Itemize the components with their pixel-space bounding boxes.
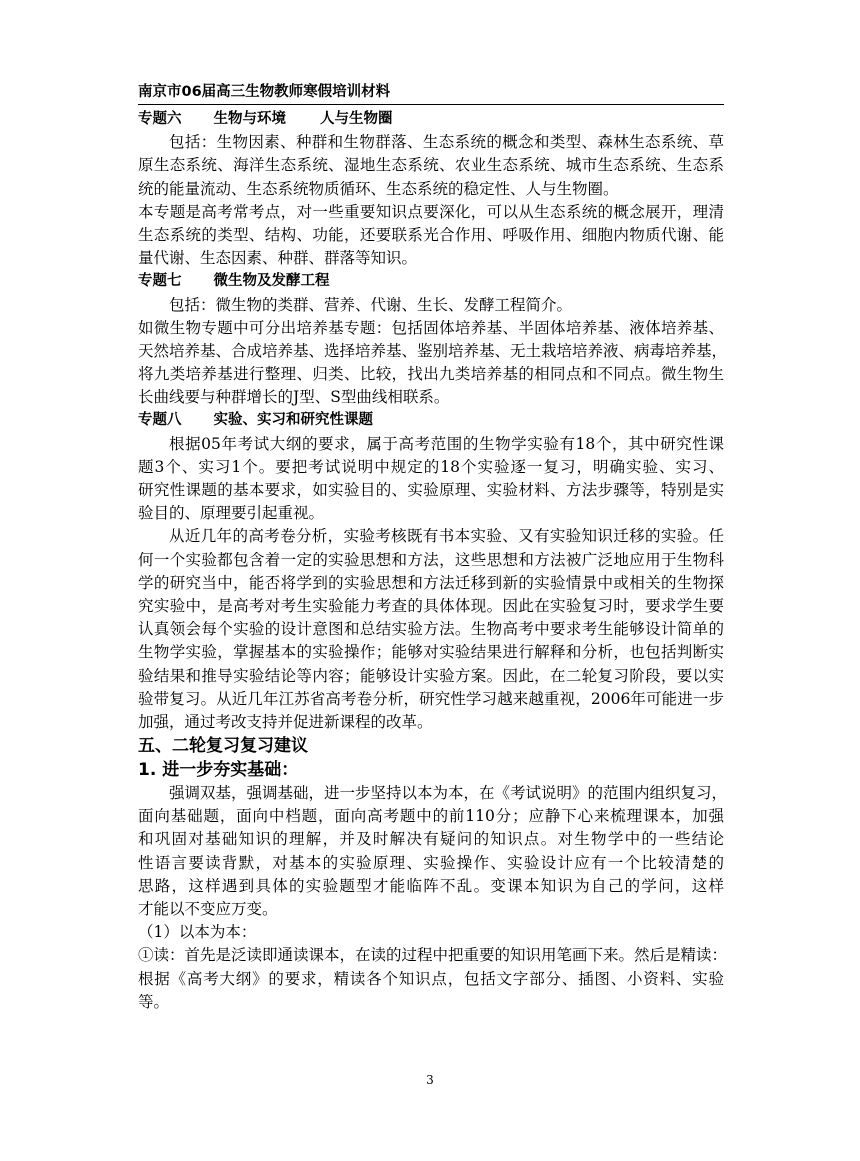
paragraph-line: 究实验中，是高考对考生实验能力考查的具体体现。因此在实验复习时，要求学生要 <box>138 596 724 615</box>
paragraph-line: 量代谢、生态因素、种群、群落等知识。 <box>138 249 418 268</box>
paragraph-line: 根据05年考试大纲的要求，属于高考范围的生物学实验有18个，其中研究性课 <box>169 434 724 453</box>
paragraph-line: 认真领会每个实验的设计意图和总结实验方法。生物高考中要求考生能够设计简单的 <box>138 620 724 639</box>
paragraph-line: 性语言要读背默，对基本的实验原理、实验操作、实验设计应有一个比较清楚的 <box>138 853 724 872</box>
section-6-heading <box>138 108 724 131</box>
section-8-heading <box>138 409 724 432</box>
paragraph-line: 生物学实验，掌握基本的实验操作；能够对实验结果进行解释和分析，也包括判断实 <box>138 643 724 662</box>
paragraph-line: 包括：生物因素、种群和生物群落、生态系统的概念和类型、森林生态系统、草 <box>169 133 724 152</box>
paragraph-line: 题3个、实习1个。要把考试说明中规定的18个实验逐一复习，明确实验、实习、 <box>138 457 724 476</box>
paragraph-line: 包括：微生物的类群、营养、代谢、生长、发酵工程简介。 <box>169 295 573 314</box>
paragraph-line: 何一个实验都包含着一定的实验思想和方法，这些思想和方法被广泛地应用于生物科 <box>138 550 724 569</box>
paragraph-line: 和巩固对基础知识的理解，并及时解决有疑问的知识点。对生物学中的一些结论 <box>138 830 724 849</box>
paragraph-line: 本专题是高考常考点，对一些重要知识点要深化，可以从生态系统的概念展开，理清 <box>138 202 724 221</box>
paragraph-line: 学的研究当中，能否将学到的实验思想和方法迁移到新的实验情景中或相关的生物探 <box>138 573 724 592</box>
paragraph-line: 等。 <box>138 992 170 1011</box>
paragraph-line: 验结果和推导实验结论等内容；能够设计实验方案。因此，在二轮复习阶段，要以实 <box>138 666 724 685</box>
paragraph-line: 思路，这样遇到具体的实验题型才能临阵不乱。变课本知识为自己的学问，这样 <box>138 876 724 895</box>
list-item-heading: （1）以本为本： <box>138 923 257 942</box>
paragraph-line: 验带复习。从近几年江苏省高考卷分析，研究性学习越来越重视，2006年可能进一步 <box>138 689 724 708</box>
running-header: 南京市06届高三生物教师寒假培训材料 <box>138 84 391 100</box>
paragraph-line: 面向基础题，面向中档题，面向高考题中的前110分；应静下心来梳理课本，加强 <box>138 807 724 826</box>
paragraph-line: 原生态系统、海洋生态系统、湿地生态系统、农业生态系统、城市生态系统、生态系 <box>138 156 724 175</box>
paragraph-line: 强调双基，强调基础，进一步坚持以本为本，在《考试说明》的范围内组织复习， <box>169 784 728 803</box>
paragraph-line: 统的能量流动、生态系统物质循环、生态系统的稳定性、人与生物圈。 <box>138 179 619 198</box>
paragraph-line: 天然培养基、合成培养基、选择培养基、鉴别培养基、无土栽培培养液、病毒培养基， <box>138 341 728 360</box>
paragraph-line: 长曲线要与种群增长的J型、S型曲线相联系。 <box>138 388 450 407</box>
paragraph-line: 将九类培养基进行整理、归类、比较，找出九类培养基的相同点和不同点。微生物生 <box>138 365 724 384</box>
section-6-label: 专题六 <box>138 111 182 127</box>
section-6-topic-a: 生物与环境 <box>213 111 286 127</box>
part-5-heading: 五、二轮复习复习建议 <box>138 736 308 757</box>
section-7-heading <box>138 270 724 293</box>
paragraph-line: 从近几年的高考卷分析，实验考核既有书本实验、又有实验知识迁移的实验。任 <box>169 527 724 546</box>
paragraph-line: ①读：首先是泛读即通读课本，在读的过程中把重要的知识用笔画下来。然后是精读： <box>138 946 728 965</box>
header-rule <box>138 104 724 105</box>
paragraph-line: 生态系统的类型、结构、功能，还要联系光合作用、呼吸作用、细胞内物质代谢、能 <box>138 225 724 244</box>
paragraph-line: 加强，通过考改支持并促进新课程的改革。 <box>138 712 433 731</box>
section-8-topic: 实验、实习和研究性课题 <box>213 412 373 429</box>
section-7-label: 专题七 <box>138 273 182 290</box>
paragraph-line: 才能以不变应万变。 <box>138 900 278 918</box>
paragraph-line: 如微生物专题中可分出培养基专题：包括固体培养基、半固体培养基、液体培养基、 <box>138 318 724 337</box>
page-number: 3 <box>426 1073 434 1087</box>
paragraph-line: 研究性课题的基本要求，如实验目的、实验原理、实验材料、方法步骤等，特别是实 <box>138 481 724 499</box>
subsection-1-heading: 1. 进一步夯实基础： <box>138 760 299 781</box>
section-8-label: 专题八 <box>138 412 182 429</box>
page-body <box>138 108 728 1014</box>
paragraph-line: 根据《高考大纲》的要求，精读各个知识点，包括文字部分、插图、小资料、实验 <box>138 969 724 988</box>
section-6-topic-b: 人与生物圈 <box>320 111 393 127</box>
paragraph-line: 验目的、原理要引起重视。 <box>138 504 325 523</box>
section-7-topic: 微生物及发酵工程 <box>213 273 330 290</box>
